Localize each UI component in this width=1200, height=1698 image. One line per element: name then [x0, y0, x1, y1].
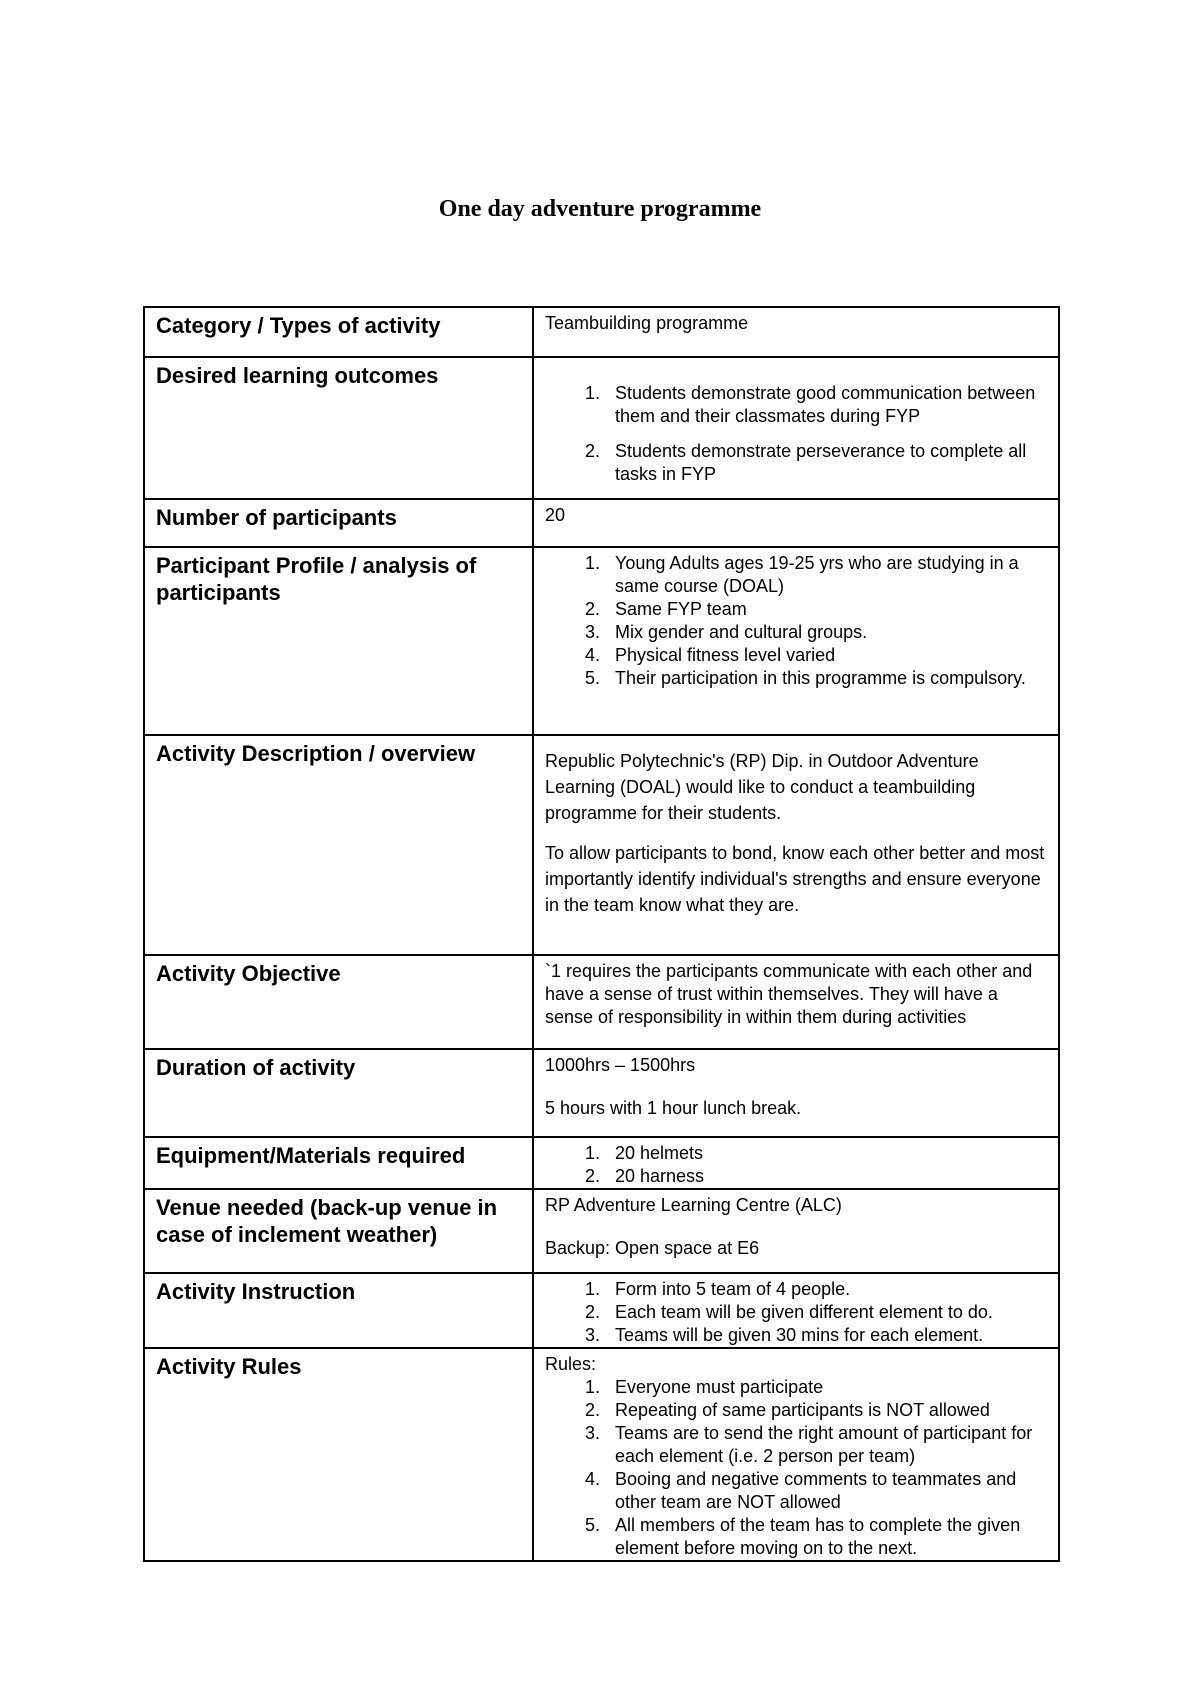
- list-item: 4. Physical fitness level varied: [605, 644, 1048, 667]
- list-item: 1. Everyone must participate: [605, 1376, 1048, 1399]
- list-item: 5. All members of the team has to complete the given element before moving on to the next.: [605, 1514, 1048, 1560]
- list-item: 1. Young Adults ages 19-25 yrs who are studying in a same course (DOAL): [605, 552, 1048, 598]
- duration-time: 1000hrs – 1500hrs: [545, 1055, 696, 1075]
- table-row: [144, 307, 1059, 357]
- list-item: 5. Their participation in this programme is compulsory.: [605, 667, 1048, 690]
- list-item: 2. 20 harness: [605, 1165, 1048, 1188]
- row-value: 20: [533, 499, 1059, 547]
- row-label: Desired learning outcomes: [144, 357, 533, 499]
- row-value: [533, 1137, 1059, 1189]
- duration-note: 5 hours with 1 hour lunch break.: [545, 1098, 802, 1118]
- profile-list: [545, 552, 1048, 690]
- activity-table: [143, 306, 1060, 1562]
- row-value: [533, 735, 1059, 955]
- rules-list: [545, 1376, 1048, 1560]
- row-label: Activity Instruction: [144, 1273, 533, 1348]
- table-row: [144, 955, 1059, 1049]
- table-row: [144, 1348, 1059, 1561]
- description-paragraph: To allow participants to bond, know each other better and most importantly identify individual's strengths and ensure everyone in the team know what they are.: [545, 843, 1045, 915]
- row-label: Activity Rules: [144, 1348, 533, 1561]
- row-label: Duration of activity: [144, 1049, 533, 1137]
- list-item: 1. Form into 5 team of 4 people.: [605, 1278, 1048, 1301]
- description-paragraph: Republic Polytechnic's (RP) Dip. in Outdoor Adventure Learning (DOAL) would like to conduct a teambuilding programme for their students.: [545, 751, 979, 823]
- list-item: 2. Each team will be given different element to do.: [605, 1301, 1048, 1324]
- row-label: Participant Profile / analysis of participants: [144, 547, 533, 735]
- list-item: 1. 20 helmets: [605, 1142, 1048, 1165]
- row-label: Venue needed (back-up venue in case of inclement weather): [144, 1189, 533, 1273]
- table-row: [144, 1137, 1059, 1189]
- row-value: [533, 547, 1059, 735]
- outcomes-list: [545, 382, 1048, 486]
- row-label: Activity Description / overview: [144, 735, 533, 955]
- page-title: One day adventure programme: [438, 196, 762, 222]
- list-item: 2. Same FYP team: [605, 598, 1048, 621]
- table-row: [144, 499, 1059, 547]
- list-item: 2. Students demonstrate perseverance to complete all tasks in FYP: [605, 440, 1048, 486]
- list-item: 3. Teams are to send the right amount of participant for each element (i.e. 2 person per team): [605, 1422, 1048, 1468]
- row-value: Teambuilding programme: [533, 307, 1059, 357]
- list-item: 3. Mix gender and cultural groups.: [605, 621, 1048, 644]
- row-value: `1 requires the participants communicate with each other and have a sense of trust within themselves. They will have a sense of responsibility in within them during activities: [533, 955, 1059, 1049]
- table-row: [144, 547, 1059, 735]
- equipment-list: [545, 1142, 1048, 1188]
- table-row: [144, 1049, 1059, 1137]
- row-value: [533, 1273, 1059, 1348]
- row-value: [533, 1189, 1059, 1273]
- row-value: [533, 1348, 1059, 1561]
- table-row: [144, 1273, 1059, 1348]
- instruction-list: [545, 1278, 1048, 1347]
- table-row: [144, 735, 1059, 955]
- venue-main: RP Adventure Learning Centre (ALC): [545, 1195, 842, 1215]
- row-label: Category / Types of activity: [144, 307, 533, 357]
- list-item: 4. Booing and negative comments to teammates and other team are NOT allowed: [605, 1468, 1048, 1514]
- table-row: [144, 1189, 1059, 1273]
- list-item: 3. Teams will be given 30 mins for each element.: [605, 1324, 1048, 1347]
- row-value: [533, 357, 1059, 499]
- list-item: 1. Students demonstrate good communication between them and their classmates during FYP: [605, 382, 1048, 428]
- rules-intro: Rules:: [545, 1354, 597, 1374]
- row-label: Equipment/Materials required: [144, 1137, 533, 1189]
- venue-backup: Backup: Open space at E6: [545, 1238, 760, 1258]
- list-item: 2. Repeating of same participants is NOT allowed: [605, 1399, 1048, 1422]
- row-label: Number of participants: [144, 499, 533, 547]
- row-value: [533, 1049, 1059, 1137]
- row-label: Activity Objective: [144, 955, 533, 1049]
- table-row: [144, 357, 1059, 499]
